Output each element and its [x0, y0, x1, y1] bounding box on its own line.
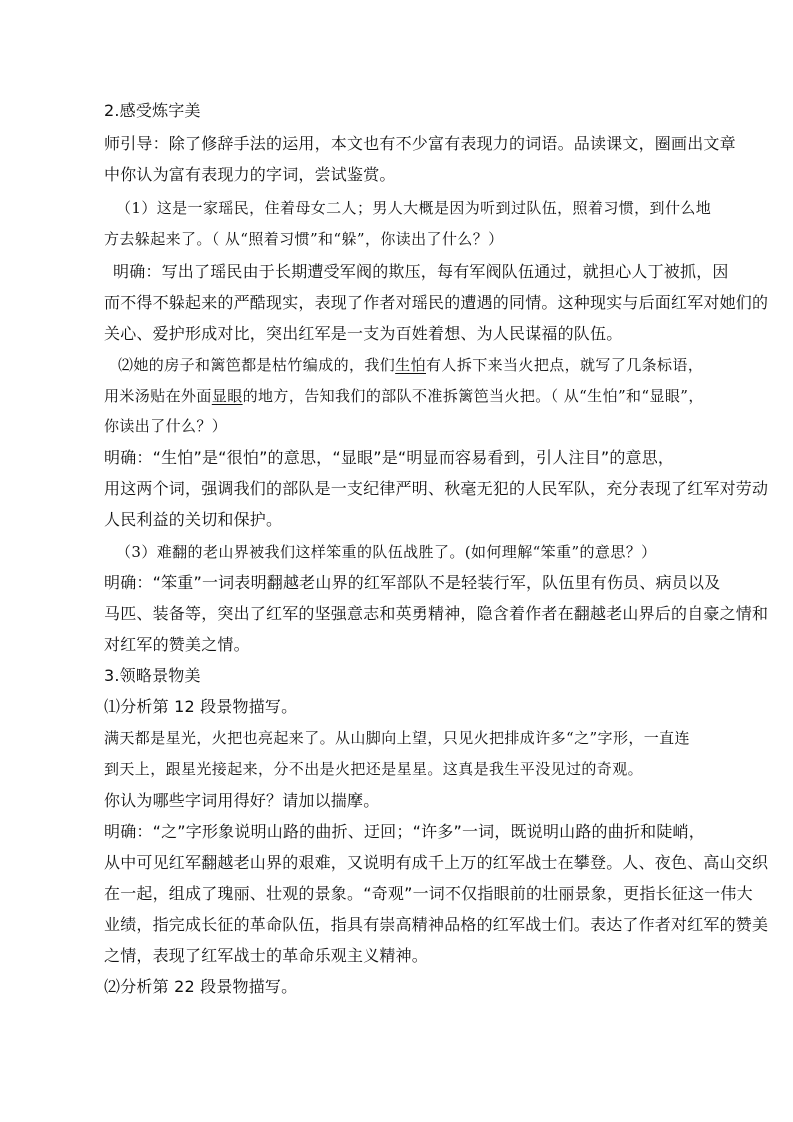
- question-2-text: 的地方，告知我们的部队不准拆篱笆当火把。（ 从“生怕”和“显眼”，: [242, 387, 704, 405]
- subsection-1: ⑴分析第 12 段景物描写。: [104, 697, 298, 716]
- subsection-2: ⑵分析第 22 段景物描写。: [104, 977, 298, 996]
- answer-1-line: 而不得不躲起来的严酷现实，表现了作者对瑶民的遭遇的同情。这种现实与后面红军对她们的: [104, 293, 769, 312]
- teacher-guide-line: 中你认为富有表现力的字词，尝试鉴赏。: [104, 165, 396, 184]
- answer-3-line: 马匹、装备等，突出了红军的坚强意志和英勇精神，隐含着作者在翻越老山界后的自豪之情和: [104, 604, 769, 623]
- question-2-line: [118, 355, 703, 375]
- question-2-line: 你读出了什么？）: [104, 417, 228, 435]
- answer-3-line: 对红军的赞美之情。: [104, 635, 250, 654]
- answer-2-line: 人民利益的关切和保护。: [104, 510, 283, 529]
- prompt-line: 你认为哪些字词用得好？请加以揣摩。: [104, 791, 380, 810]
- quote-line: 满天都是星光，火把也亮起来了。从山脚向上望，只见火把排成许多“之”字形，一直连: [104, 729, 690, 747]
- question-3-line: （3）难翻的老山界被我们这样笨重的队伍战胜了。(如何理解“笨重”的意思？）: [116, 543, 657, 561]
- quote-line: 到天上，跟星光接起来，分不出是火把还是星星。这真是我生平没见过的奇观。: [104, 760, 644, 778]
- answer-4-line: 之情，表现了红军战士的革命乐观主义精神。: [104, 946, 429, 965]
- question-2-line: [104, 386, 704, 406]
- underlined-word: 显眼: [211, 387, 243, 405]
- answer-4-line: 业绩，指完成长征的革命队伍，指具有崇高精神品格的红军战士们。表达了作者对红军的赞美: [104, 915, 769, 934]
- teacher-guide-line: 师引导：除了修辞手法的运用，本文也有不少富有表现力的词语。品读课文，圈画出文章: [104, 134, 736, 153]
- underlined-word: 生怕: [395, 356, 427, 374]
- question-1-line: 方去躲起来了。（ 从“照着习惯”和“躲”，你读出了什么？）: [104, 230, 504, 248]
- answer-1-line: 关心、爱护形成对比，突出红军是一支为百姓着想、为人民谋福的队伍。: [104, 324, 623, 343]
- answer-2-line: 明确：“生怕”是“很怕”的意思，“显眼”是“明显而容易看到，引人注目”的意思，: [104, 448, 675, 467]
- section-heading-3: 3.领略景物美: [104, 666, 201, 685]
- answer-4-line: 明确：“之”字形象说明山路的曲折、迂回；“许多”一词，既说明山路的曲折和陡峭，: [104, 822, 705, 841]
- answer-4-line: 从中可见红军翻越老山界的艰难，又说明有成千上万的红军战士在攀登。人、夜色、高山交织: [104, 853, 769, 872]
- question-1-line: （1）这是一家瑶民，住着母女二人；男人大概是因为听到过队伍，照着习惯，到什么地: [116, 199, 712, 217]
- question-2-text: 有人拆下来当火把点，就写了几条标语，: [426, 356, 704, 374]
- answer-2-line: 用这两个词，强调我们的部队是一支纪律严明、秋毫无犯的人民军队，充分表现了红军对劳动: [104, 479, 769, 498]
- answer-4-line: 在一起，组成了瑰丽、壮观的景象。“奇观”一词不仅指眼前的壮丽景象，更指长征这一伟大: [104, 884, 753, 903]
- question-2-text: ⑵她的房子和篱笆都是枯竹编成的，我们: [118, 356, 396, 374]
- question-2-text: 用米汤贴在外面: [104, 387, 212, 405]
- answer-3-line: 明确：“笨重”一词表明翻越老山界的红军部队不是轻装行军，队伍里有伤员、病员以及: [104, 573, 721, 592]
- answer-1-line: 明确：写出了瑶民由于长期遭受军阀的欺压，每有军阀队伍通过，就担心人丁被抓，因: [113, 262, 729, 281]
- section-heading-2: 2.感受炼字美: [104, 101, 201, 120]
